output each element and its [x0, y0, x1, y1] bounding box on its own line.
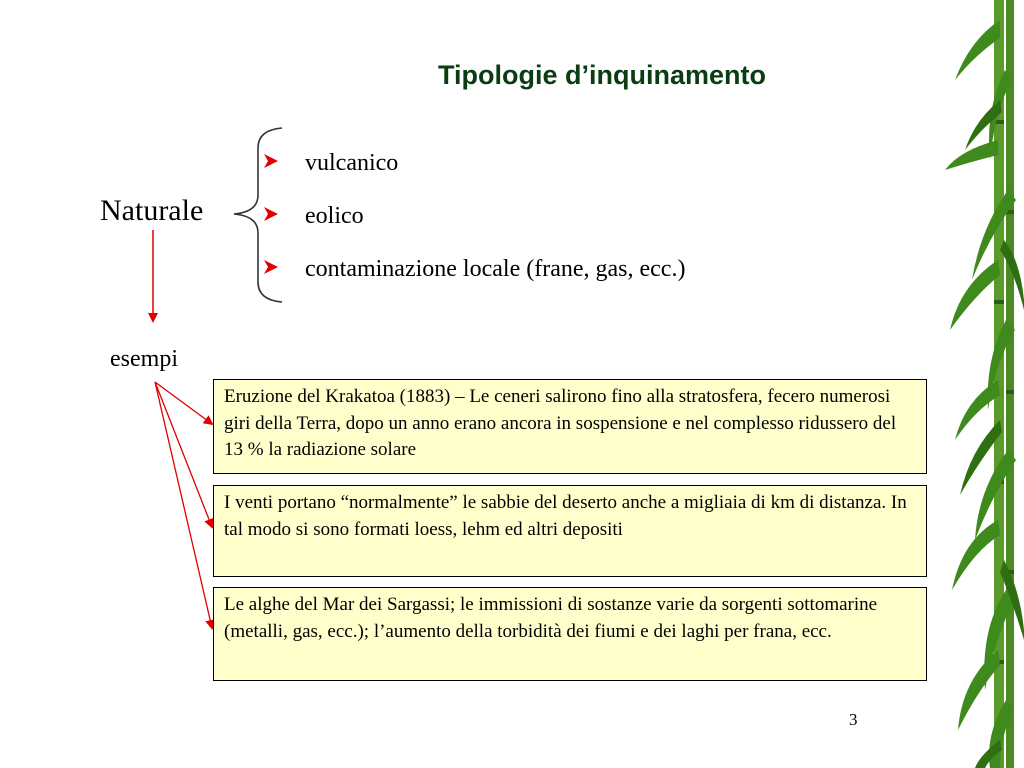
examples-label: esempi — [110, 346, 178, 372]
bullet-text: eolico — [305, 203, 364, 229]
bullet-text: contaminazione locale (frane, gas, ecc.) — [305, 256, 686, 282]
arrow-bullet-icon — [262, 152, 280, 170]
example-box — [213, 587, 927, 681]
bullet-text: vulcanico — [305, 150, 399, 176]
example-text: Eruzione del Krakatoa (1883) – Le ceneri salirono fino alla stratosfera, fecero numerosi giri della Terra, dopo un anno erano ancora in sospensione e nel complesso ridussero del 13 % la radiazione solare — [224, 386, 897, 460]
bamboo-decoration-icon — [945, 0, 1024, 768]
example-box — [213, 485, 927, 577]
example-text: I venti portano “normalmente” le sabbie del deserto anche a migliaia di km di distanza. In tal modo si sono formati loess, lehm ed altri depositi — [224, 492, 907, 540]
slide-title: Tipologie d’inquinamento — [438, 60, 766, 90]
example-box — [213, 379, 927, 474]
category-label: Naturale — [100, 194, 204, 227]
example-text: Le alghe del Mar dei Sargassi; le immissioni di sostanze varie da sorgenti sottomarine (metalli, gas, ecc.); l’aumento della torbidità dei fiumi e dei laghi per frana, ecc. — [224, 594, 878, 642]
page-number: 3 — [849, 710, 858, 729]
arrow-bullet-icon — [262, 205, 280, 223]
arrow-bullet-icon — [262, 258, 280, 276]
